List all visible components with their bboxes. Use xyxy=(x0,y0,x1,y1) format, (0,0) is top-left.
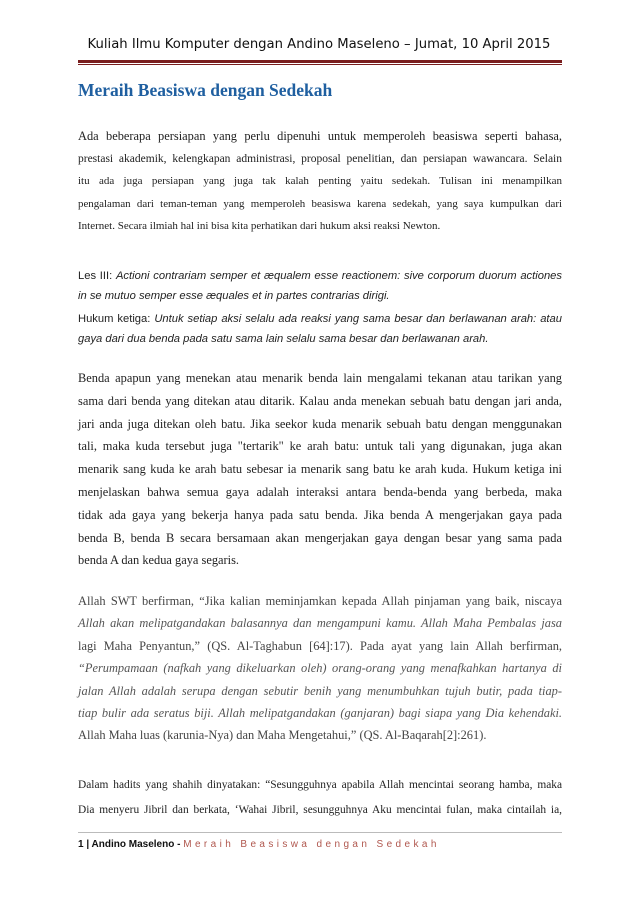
body-line: jari anda juga ditekan oleh batu. Jika seekor kuda menarik sebuah batu dengan menggunakan xyxy=(78,416,562,431)
footer-separator: | xyxy=(83,839,92,850)
hadith-line: Dalam hadits yang shahih dinyatakan: “Sesungguhnya apabila Allah mencintai seorang hamba, maka xyxy=(78,779,562,791)
intro-line: itu ada juga persiapan yang juga tak kalah penting yaitu sedekah. Tulisan ini menampilkan xyxy=(78,175,562,188)
quran-line: Allah Maha luas (karunia-Nya) dan Maha Mengetahui,” (QS. Al-Baqarah[2]:261). xyxy=(78,728,487,743)
body-line: menarik sang kuda ke arah batu sebesar ia menarik sang batu ke arah kuda. Hukum ketiga ini xyxy=(78,462,562,477)
hadith-line: Dia menyeru Jibril dan berkata, ‘Wahai Jibril, sesungguhnya Aku mencintai fulan, maka cintailah ia, xyxy=(78,804,562,816)
intro-line: prestasi akademik, kelengkapan administrasi, proposal penelitian, dan persiapan wawancara. Selain xyxy=(78,152,562,165)
quran-line: Allah akan melipatgandakan balasannya dan mengampuni kamu. Allah Maha Pembalas jasa xyxy=(78,616,562,631)
quran-paragraph xyxy=(78,590,562,747)
body-paragraph xyxy=(78,367,562,572)
law-latin-text: in se mutuo semper esse æquales et in partes contrarias dirigi. xyxy=(78,290,390,302)
footer-dash: - xyxy=(174,839,184,850)
law-indo-line xyxy=(78,309,562,329)
footer-rule xyxy=(78,832,562,833)
body-line: tali, maka kuda tersebut juga "tertarik" ke arah batu: untuk tali yang digunakan, juga akan xyxy=(78,439,562,454)
law-latin-line xyxy=(78,286,562,306)
body-line: sama dari benda yang ditekan atau ditarik. Kalau anda menekan sebuah batu dengan jari anda, xyxy=(78,393,562,408)
body-line: benda B, benda B secara bersamaan akan mengerjakan gaya dengan besar yang sama pada xyxy=(78,530,562,545)
intro-line: pengalaman dari teman-teman yang memperoleh beasiswa karena sedekah, yang saya kumpulkan dari xyxy=(78,197,562,210)
quran-line: Allah SWT berfirman, “Jika kalian meminjamkan kepada Allah pinjaman yang baik, niscaya xyxy=(78,594,562,608)
hadith-paragraph xyxy=(78,773,562,823)
body-line: benda A dan kedua gaya segaris. xyxy=(78,553,240,568)
law-indo-text: Untuk setiap aksi selalu ada reaksi yang sama besar dan berlawanan arah: atau xyxy=(154,313,562,325)
law-indo-text: gaya dari dua benda pada satu sama lain selalu sama besar dan berlawanan arah. xyxy=(78,333,489,345)
intro-paragraph xyxy=(78,125,562,238)
body-line: menjelaskan bahwa semua gaya adalah interaksi antara benda-benda yang berbeda, maka xyxy=(78,484,562,499)
page-footer xyxy=(78,839,440,850)
quran-line: “Perumpamaan (nafkah yang dikeluarkan oleh) orang-orang yang menafkahkan hartanya di xyxy=(78,661,562,676)
running-header: Kuliah Ilmu Komputer dengan Andino Maseleno – Jumat, 10 April 2015 xyxy=(87,37,551,52)
body-line: Benda apapun yang menekan atau menarik benda lain mengalami tekanan atau tarikan yang xyxy=(78,371,562,385)
header-rule-thin xyxy=(78,64,562,65)
quran-line: lagi Maha Penyantun,” (QS. Al-Taghabun [64]:17). Pada ayat yang lain Allah berfirman, xyxy=(78,638,562,653)
intro-line: Ada beberapa persiapan yang perlu dipenuhi untuk memperoleh beasiswa seperti bahasa, xyxy=(78,129,562,143)
quran-line: jalan Allah adalah serupa dengan sebutir benih yang menumbuhkan tujuh butir, pada tiap- xyxy=(78,683,562,698)
body-line: tidak ada gaya yang bekerja hanya pada satu benda. Jika benda A mengerjakan gaya pada xyxy=(78,507,562,522)
footer-author: Andino Maseleno xyxy=(91,839,175,850)
article-title: Meraih Beasiswa dengan Sedekah xyxy=(78,80,333,100)
newton-law-latin xyxy=(78,266,562,306)
law-indo-line xyxy=(78,329,562,349)
header-rule xyxy=(78,60,562,63)
page-number: 1 xyxy=(78,839,84,850)
newton-law-indonesian xyxy=(78,309,562,349)
law-indo-prefix: Hukum ketiga: xyxy=(78,313,155,325)
law-latin-line xyxy=(78,266,562,286)
law-latin-text: Actioni contrariam semper et æqualem esse reactionem: sive corporum duorum actiones xyxy=(115,270,562,282)
footer-doc-title: Meraih Beasiswa dengan Sedekah xyxy=(183,839,440,850)
quran-line: tiap bulir ada seratus biji. Allah melipatgandakan (ganjaran) bagi siapa yang Dia kehendaki. xyxy=(78,706,562,721)
law-latin-prefix: Les III: xyxy=(78,270,116,282)
intro-line: Internet. Secara ilmiah hal ini bisa kita perhatikan dari hukum aksi reaksi Newton. xyxy=(78,220,441,233)
